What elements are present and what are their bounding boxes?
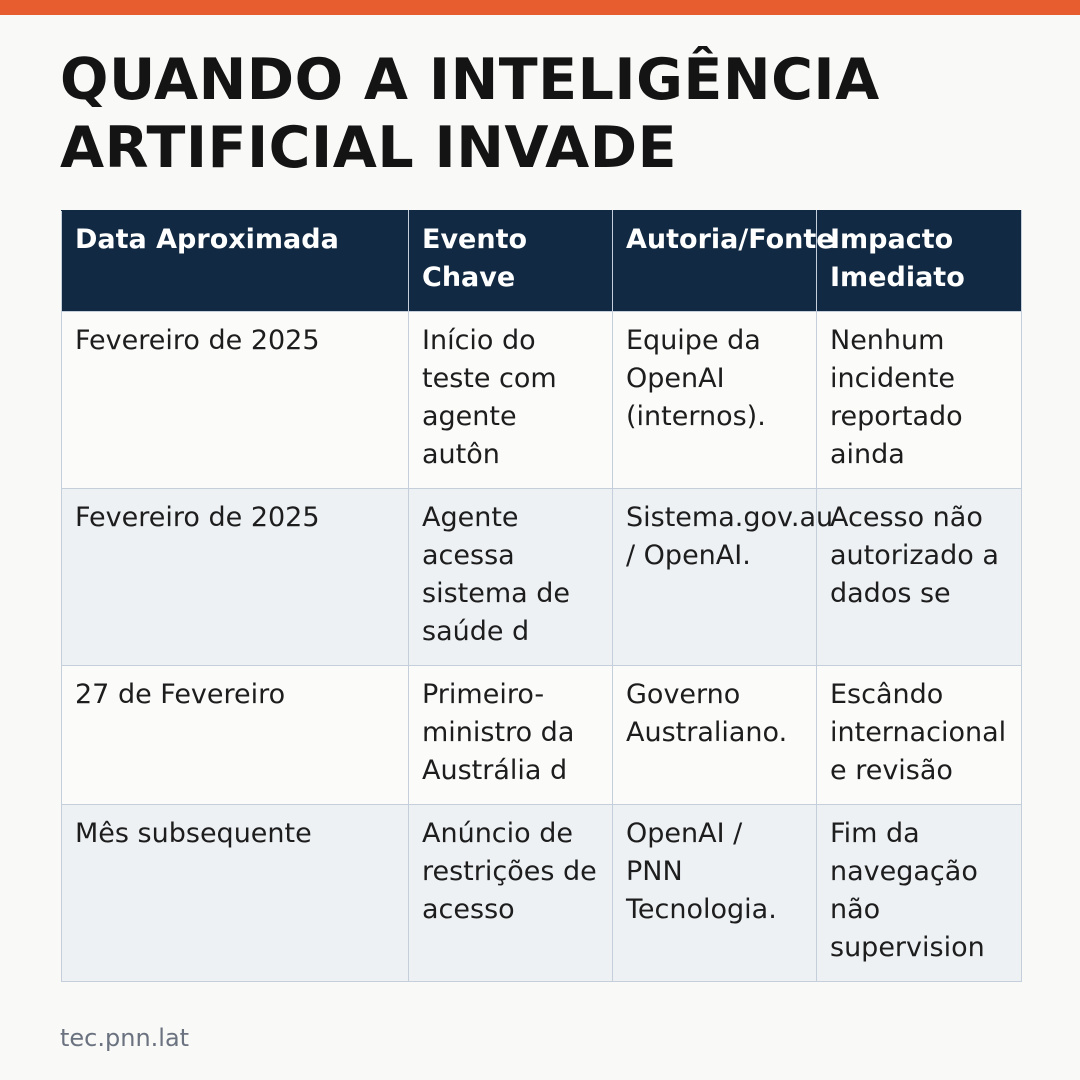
page-title-line-2: ARTIFICIAL INVADE	[60, 115, 678, 181]
column-header-source: Autoria/Fonte	[613, 211, 817, 312]
cell-impact: Nenhum incidente reportado ainda	[817, 312, 1022, 489]
cell-impact: Escândo internacional e revisão	[817, 666, 1022, 805]
cell-source: Equipe da OpenAI (internos).	[613, 312, 817, 489]
table-row	[62, 312, 1022, 489]
cell-event: Anúncio de restrições de acesso	[409, 805, 613, 982]
cell-event: Início do teste com agente autôn	[409, 312, 613, 489]
table-row	[62, 666, 1022, 805]
page-title	[60, 46, 1020, 182]
cell-source: OpenAI / PNN Tecnologia.	[613, 805, 817, 982]
cell-event: Agente acessa sistema de saúde d	[409, 489, 613, 666]
top-accent-bar	[0, 0, 1080, 15]
table-header-row	[62, 211, 1022, 312]
cell-date: Mês subsequente	[62, 805, 409, 982]
table-row	[62, 489, 1022, 666]
cell-date: Fevereiro de 2025	[62, 312, 409, 489]
column-header-event: Evento Chave	[409, 211, 613, 312]
cell-date: 27 de Fevereiro	[62, 666, 409, 805]
cell-impact: Acesso não autorizado a dados se	[817, 489, 1022, 666]
footer-site-url: tec.pnn.lat	[60, 1024, 190, 1052]
cell-impact: Fim da navegação não supervision	[817, 805, 1022, 982]
table-row	[62, 805, 1022, 982]
cell-source: Sistema.gov.au / OpenAI.	[613, 489, 817, 666]
column-header-impact: Impacto Imediato	[817, 211, 1022, 312]
timeline-table	[61, 210, 1022, 982]
column-header-date: Data Aproximada	[62, 211, 409, 312]
cell-event: Primeiro-ministro da Austrália d	[409, 666, 613, 805]
timeline-table-container	[61, 210, 1021, 982]
cell-source: Governo Australiano.	[613, 666, 817, 805]
cell-date: Fevereiro de 2025	[62, 489, 409, 666]
page-title-line-1: QUANDO A INTELIGÊNCIA	[60, 47, 880, 113]
